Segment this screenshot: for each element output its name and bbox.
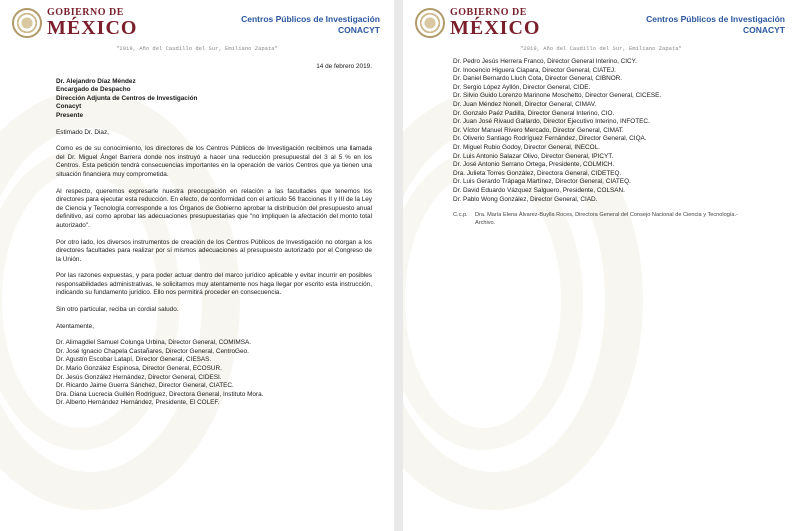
ccp-line: Dra. María Elena Álvarez-Buylla Roces, Directora General del Consejo Nacional de Ciencia y Tecnología.-: [475, 212, 738, 219]
paragraph: Al respecto, queremos expresarle nuestra preocupación en relación a las facultades que tenemos los directores para ejecutar esta reducción. En efecto, de conformidad con el artículo 56 fracciones II y III de la Ley de Ciencia y Tecnología corresponde a los Órganos de Gobierno aprobar la distribución del presupuesto anual definitivo, así como aprobar las adecuaciones presupuestarias que "no impliquen la afectación del monto total autorizado".: [56, 187, 372, 229]
logo-main: MÉXICO: [450, 17, 541, 39]
motto: "2019, Año del Caudillo del Sur, Emiliano Zapata": [520, 45, 682, 52]
paragraph: Sin otro particular, reciba un cordial saludo.: [56, 306, 179, 314]
signatory: Dra. Julieta Torres González, Directora General, CIDETEQ.: [453, 169, 622, 177]
ccp-line: Archivo.: [475, 219, 496, 226]
institution-name: Centros Públicos de Investigación: [241, 14, 380, 24]
paragraph: Por las razones expuestas, y para poder actuar dentro del marco jurídico aplicable y evitar incurrir en posibles responsabilidades administrativas, le solicitamos muy atentamente nos haga llegar por escrito esta instrucción, indicando su fundamento jurídico. Ello nos permitirá proceder en consecuencia.: [56, 272, 372, 297]
recipient-line: Presente: [56, 111, 83, 119]
signatory: Dr. Oliverio Santiago Rodríguez Fernández, Director General, CIQA.: [453, 135, 647, 143]
recipient-line: Encargado de Despacho: [56, 86, 131, 94]
letter-body-continued: [453, 58, 783, 227]
closing: Atentamente,: [56, 322, 95, 330]
gobierno-logo: [415, 8, 540, 38]
signatory: Dr. Ricardo Jaime Guerra Sánchez, Director General, CIATEC.: [56, 382, 234, 390]
signatory: Dr. Jesús González Hernández, Director General, CIDESI.: [56, 373, 222, 381]
seal-icon: [12, 8, 42, 38]
signatory: Dr. Agustín Escobar Latapí, Director General, CIESAS.: [56, 356, 212, 364]
signatory: Dr. Pablo Wong González, Director General, CIAD.: [453, 195, 598, 203]
institution-header: [646, 14, 785, 35]
institution-acronym: CONACYT: [742, 24, 785, 35]
signatory: Dr. David Eduardo Vázquez Salguero, Presidente, COLSAN.: [453, 186, 625, 194]
logo-main: MÉXICO: [47, 17, 138, 39]
recipient-line: Dirección Adjunta de Centros de Investigación: [56, 94, 198, 102]
signatory: Dr. Víctor Manuel Rivero Mercado, Director General, CIMAT.: [453, 126, 624, 134]
signatory: Dr. Sergio López Ayllón, Director General, CIDE.: [453, 83, 591, 91]
paragraph: Como es de su conocimiento, los directores de los Centros Públicos de Investigación recibimos una llamada del Dr. Miguel Ángel Barrera donde nos instruyó a hacer una reducción presupuestal del 3 al 5 % en los Centros. Esta petición tendrá consecuencias importantes en la operación de varios Centros que ya tienen una situación financiera muy comprometida.: [56, 145, 372, 178]
ccp-label: C.c.p.: [453, 212, 468, 219]
signatory: Dr. Pedro Jesús Herrera Franco, Director General Interino, CICY.: [453, 58, 637, 65]
logo-sub: GOBIERNO DE: [47, 7, 124, 18]
institution-name: Centros Públicos de Investigación: [646, 14, 785, 24]
signatory: Dr. Silvio Guido Lorenzo Marinone Moschetto, Director General, CICESE.: [453, 92, 662, 100]
signatory: Dr. José Antonio Serrano Ortega, Presidente, COLMICH.: [453, 161, 615, 169]
institution-acronym: CONACYT: [337, 24, 380, 35]
signatory: Dr. Luis Gerardo Trápaga Martínez, Director General, CIATEQ.: [453, 178, 631, 186]
signatory: Dra. Diana Lucrecia Guillén Rodríguez, Directora General, Instituto Mora.: [56, 390, 264, 398]
signatory: Dr. Miguel Rubio Godoy, Director General, INECOL.: [453, 143, 600, 151]
letter-page-1: [0, 0, 394, 531]
signatory: Dr. Alimagdiel Samuel Colunga Urbina, Director General, COMIMSA.: [56, 339, 251, 347]
seal-icon: [415, 8, 445, 38]
signatory: Dr. Mario González Espinosa, Director General, ECOSUR.: [56, 365, 222, 373]
recipient-block: [56, 78, 372, 121]
ccp-block: [453, 212, 783, 227]
paragraph: Por otro lado, los diversos instrumentos de creación de los Centros Públicos de Investigación no otorgan a los directores facultades para realizar por sí mismos adecuaciones al presupuesto autorizado por el Congreso de la Unión.: [56, 238, 372, 263]
signatory: Dr. José Ignacio Chapela Castañares, Director General, CentroGeo.: [56, 347, 249, 355]
recipient-line: Conacyt: [56, 103, 82, 111]
logo-sub: GOBIERNO DE: [450, 7, 527, 18]
signatory: Dr. Luis Antonio Salazar Olivo, Director General, IPICYT.: [453, 152, 614, 160]
signatory-list: [56, 339, 372, 408]
salutation: Estimado Dr. Diaz,: [56, 128, 109, 136]
signatory: Dr. Daniel Bernardo Lluch Cota, Director General, CIBNOR.: [453, 75, 623, 83]
signatory: Dr. Juan Méndez Nonell, Director General, CIMAV.: [453, 100, 597, 108]
recipient-line: Dr. Alejandro Díaz Méndez: [56, 77, 136, 85]
signatory-list: [453, 58, 783, 204]
signatory: Dr. Gonzalo Paéz Padilla, Director General Interino, CIO.: [453, 109, 615, 117]
signatory: Dr. Alberto Hernández Hernández, Presidente, El COLEF.: [56, 399, 220, 407]
letter-date: 14 de febrero 2019.: [316, 63, 372, 70]
motto: "2019, Año del Caudillo del Sur, Emiliano Zapata": [116, 45, 278, 52]
letter-body: [56, 63, 372, 408]
letter-page-2: [403, 0, 799, 531]
gobierno-logo: [12, 8, 137, 38]
signatory: Dr. Inocencio Higuera Ciapara, Director General, CIATEJ.: [453, 66, 616, 74]
institution-header: [241, 14, 380, 35]
signatory: Dr. Juan José Rivaud Gallardo, Director Ejecutivo Interino, INFOTEC.: [453, 118, 650, 126]
